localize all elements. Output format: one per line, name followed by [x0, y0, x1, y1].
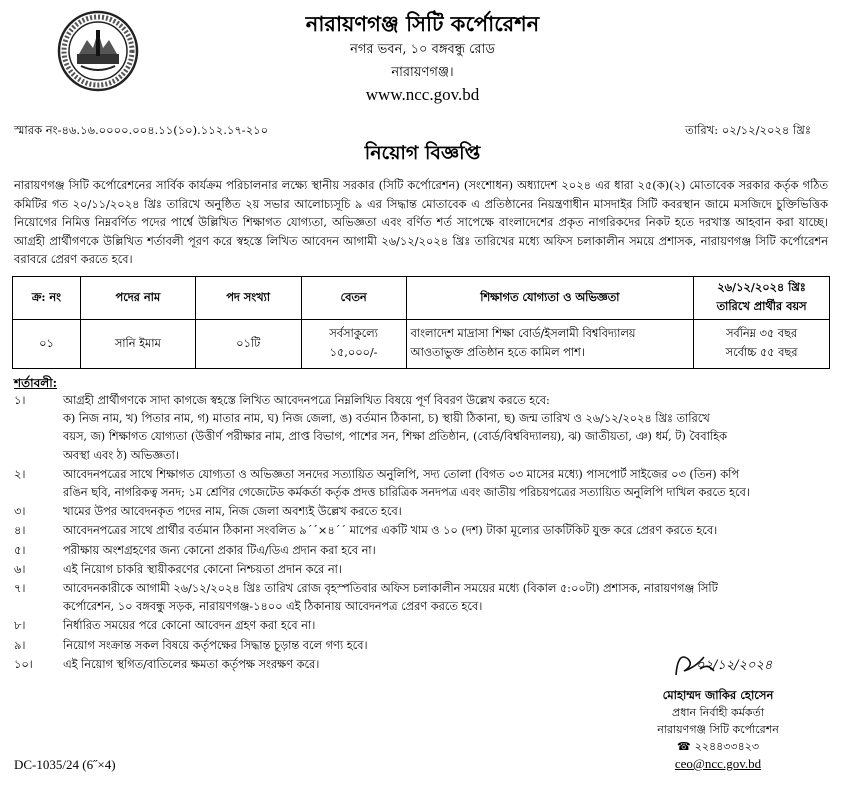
table-row — [13, 320, 830, 369]
terms-heading: শর্তাবলী: — [14, 376, 58, 390]
col-age-line2: তারিখে প্রার্থীর বয়স — [716, 299, 807, 313]
term-number: ৬। — [14, 562, 26, 576]
terms-list — [14, 392, 829, 675]
intro-paragraph: নারায়ণগঞ্জ সিটি কর্পোরেশনের সার্বিক কার্যক্রম পরিচালনার লক্ষ্যে স্থানীয় সরকার (সিটি কর্পোরেশন) (সংশোধন) অধ্যাদেশ ২০২৪ এর ধারা ২৫(ক)(২) মোতাবেক সরকার কর্তৃক গঠিত কমিটির গত ২০/১১/২০২৪ খ্রিঃ তারিখে অনুষ্ঠিত ২য় সভার আলোচ্যসূচি ৯ এর সিদ্ধান্ত মোতাবেক এ প্রতিষ্ঠানের নিয়ন্ত্রণাধীন মাসদাইর সিটি কবরস্থান জামে মসজিদে চুক্তিভিত্তিক নিয়োগের নিমিত্ত নিম্নবর্ণিত পদের পার্শ্বে উল্লিখিত শিক্ষাগত যোগ্যতা, অভিজ্ঞতা এবং বর্ণিত শর্ত সাপেক্ষে বাংলাদেশের প্রকৃত নাগরিকদের নিকট হতে দরখাস্ত আহবান করা যাচ্ছে। আগ্রহী প্রার্থীগণকে উল্লিখিত শর্তাবলী পূরণ করে স্বহস্তে লিখিত আবেদন আগামী ২৬/১২/২০২৪ খ্রিঃ তারিখের মধ্যে অফিস চলাকালীন সময়ে প্রশাসক, নারায়ণগঞ্জ সিটি কর্পোরেশন বরাবরে প্রেরণ করতে হবে। — [14, 178, 828, 266]
signature-block — [598, 645, 838, 773]
term-text: ক) নিজ নাম, খ) পিতার নাম, গ) মাতার নাম, ঘ) নিজ জেলা, ঙ) বর্তমান ঠিকানা, চ) স্থায়ী ঠিকানা, ছ) জন্ম তারিখ ও ২৬/১২/২০২৪ খ্রিঃ তারিখে — [63, 412, 710, 426]
table-header-row — [13, 277, 830, 320]
organization-city: নারায়ণগঞ্জ। — [391, 65, 454, 80]
term-number: ১। — [14, 394, 26, 407]
organization-website: www.ncc.gov.bd — [365, 85, 480, 104]
term-text: কর্পোরেশন, ১০ বঙ্গবন্ধু সড়ক, নারায়ণগঞ্জ-১৪০০ এই ঠিকানায় আবেদনপত্র প্রেরণ করতে হবে। — [63, 600, 483, 614]
cell-count: ০১টি — [195, 320, 301, 369]
term-item — [14, 392, 829, 465]
term-item — [14, 522, 829, 540]
term-item — [14, 503, 829, 521]
notice-title: নিয়োগ বিজ্ঞপ্তি — [364, 142, 481, 164]
term-number: ৯। — [14, 638, 26, 652]
term-number: ২। — [14, 467, 26, 481]
col-count: পদ সংখ্যা — [195, 277, 301, 320]
term-item — [14, 542, 829, 560]
col-age-line1: ২৬/১২/২০২৪ খ্রিঃ — [717, 280, 806, 294]
memo-date: তারিখ: ০২/১২/২০২৪ খ্রিঃ — [685, 123, 811, 137]
term-text: আবেদনপত্রের সাথে প্রার্থীর বর্তমান ঠিকানা সংবলিত ৯´´×৪´´ মাপের একটি খাম ও ১০ (দশ) টাকা মূল্যের ডাকটিকিট যুক্ত করে প্রেরণ করতে হবে। — [63, 524, 718, 538]
salary-line2: ১৫,০০০/- — [329, 346, 378, 359]
col-age — [694, 277, 830, 320]
salary-line1: সর্বসাকুল্যে — [329, 327, 378, 340]
col-serial: ক্র: নং — [13, 277, 81, 320]
term-number: ৩। — [14, 505, 26, 519]
education-line2: আওতাভুক্ত প্রতিষ্ঠান হতে কামিল পাশ। — [410, 346, 585, 359]
cell-education — [406, 320, 694, 369]
term-text: পরীক্ষায় অংশগ্রহণের জন্য কোনো প্রকার টিএ/ডিএ প্রদান করা হবে না। — [63, 543, 376, 557]
term-text: আবেদনপত্রের সাথে শিক্ষাগত যোগ্যতা ও অভিজ্ঞতা সনদের সত্যায়িত অনুলিপি, সদ্য তোলা (বিগত ০৩ মাসের মধ্যে) পাসপোর্ট সাইজের ০৩ (তিন) কপি — [63, 467, 740, 481]
email-link[interactable]: ceo@ncc.gov.bd — [674, 756, 762, 771]
memo-number: স্মারক নং-৪৬.১৬.০০০০.০০৪.১১(১০).১১২.১৭-২১০ — [14, 123, 269, 137]
cell-serial: ০১ — [13, 320, 81, 369]
col-salary: বেতন — [301, 277, 406, 320]
term-number: ১০। — [14, 657, 33, 671]
term-number: ৮। — [14, 619, 26, 633]
term-text: অবস্থা এবং ঠ) অভিজ্ঞতা। — [63, 448, 179, 462]
term-item — [14, 617, 829, 635]
cell-age — [694, 320, 830, 369]
signer-name: মোহাম্মদ জাকির হোসেন — [662, 688, 774, 702]
term-number: ৫। — [14, 543, 26, 557]
phone-number: ২২৪৪৩৩৪২৩ — [694, 740, 760, 753]
term-text: আবেদনকারীকে আগামী ২৬/১২/২০২৪ খ্রিঃ তারিখ রোজ বৃহস্পতিবার অফিস চলাকালীন সময়ের মধ্যে (বিকাল ৫:০০টা) প্রশাসক, নারায়ণগঞ্জ সিটি — [63, 582, 718, 596]
post-table — [12, 276, 830, 369]
cell-salary — [301, 320, 406, 369]
term-text: এই নিয়োগ চাকরি স্থায়ীকরণের কোনো নিশ্চয়তা প্রদান করে না। — [63, 562, 342, 576]
organization-address: নগর ভবন, ১০ বঙ্গবন্ধু রোড — [350, 42, 495, 57]
col-post: পদের নাম — [80, 277, 195, 320]
signer-designation: প্রধান নির্বাহী কর্মকর্তা — [671, 706, 765, 719]
term-item — [14, 466, 829, 502]
term-text: আগ্রহী প্রার্থীগণকে সাদা কাগজে স্বহস্তে লিখিত আবেদনপত্রে নিম্নলিখিত বিষয়ে পূর্ণ বিবরণ উল্লেখ করতে হবে: — [63, 394, 550, 407]
term-text: বয়স, জ) শিক্ষাগত যোগ্যতা (উত্তীর্ণ পরীক্ষার নাম, প্রাপ্ত বিভাগ, পাশের সন, শিক্ষা প্রতিষ্ঠান, (বোর্ড/বিশ্ববিদ্যালয়), ঝ) জাতীয়তা, ঞ) ধর্ম, ট) বৈবাহিক — [63, 430, 727, 444]
term-text: এই নিয়োগ স্থগিত/বাতিলের ক্ষমতা কর্তৃপক্ষ সংরক্ষণ করে। — [63, 657, 320, 671]
signature-date: ০২/১২/২০২৪ — [696, 658, 773, 673]
organization-title: নারায়ণগঞ্জ সিটি কর্পোরেশন — [305, 11, 540, 36]
term-number: ৭। — [14, 582, 26, 596]
term-item — [14, 580, 829, 616]
term-text: খামের উপর আবেদনকৃত পদের নাম, নিজ জেলা অবশ্যই উল্লেখ করতে হবে। — [63, 505, 402, 519]
phone-icon: ☎ — [676, 740, 691, 753]
document-code: DC-1035/24 (6˝×4) — [14, 757, 116, 772]
education-line1: বাংলাদেশ মাদ্রাসা শিক্ষা বোর্ড/ইসলামী বিশ্ববিদ্যালয় — [410, 327, 636, 340]
term-item — [14, 561, 829, 579]
phone-row — [677, 738, 759, 755]
age-max: সর্বোচ্চ ৫৫ বছর — [725, 346, 798, 359]
age-min: সর্বনিম্ন ৩৫ বছর — [725, 327, 798, 340]
term-text: রঙিন ছবি, নাগরিকত্ব সনদ; ১ম শ্রেণির গেজেটেড কর্মকর্তা কর্তৃক প্রদত্ত চারিত্রিক সনদপত্র এবং জাতীয় পরিচয়পত্রের সত্যায়িত অনুলিপি দাখিল করতে হবে। — [63, 486, 750, 500]
term-number: ৪। — [14, 524, 26, 538]
term-text: নিয়োগ সংক্রান্ত সকল বিষয়ে কর্তৃপক্ষের সিদ্ধান্ত চূড়ান্ত বলে গণ্য হবে। — [63, 638, 368, 652]
col-education: শিক্ষাগত যোগ্যতা ও অভিজ্ঞতা — [406, 277, 694, 320]
term-text: নির্ধারিত সময়ের পরে কোনো আবেদন গ্রহণ করা হবে না। — [63, 619, 316, 633]
signer-office: নারায়ণগঞ্জ সিটি কর্পোরেশন — [657, 723, 779, 736]
cell-post: সানি ইমাম — [80, 320, 195, 369]
